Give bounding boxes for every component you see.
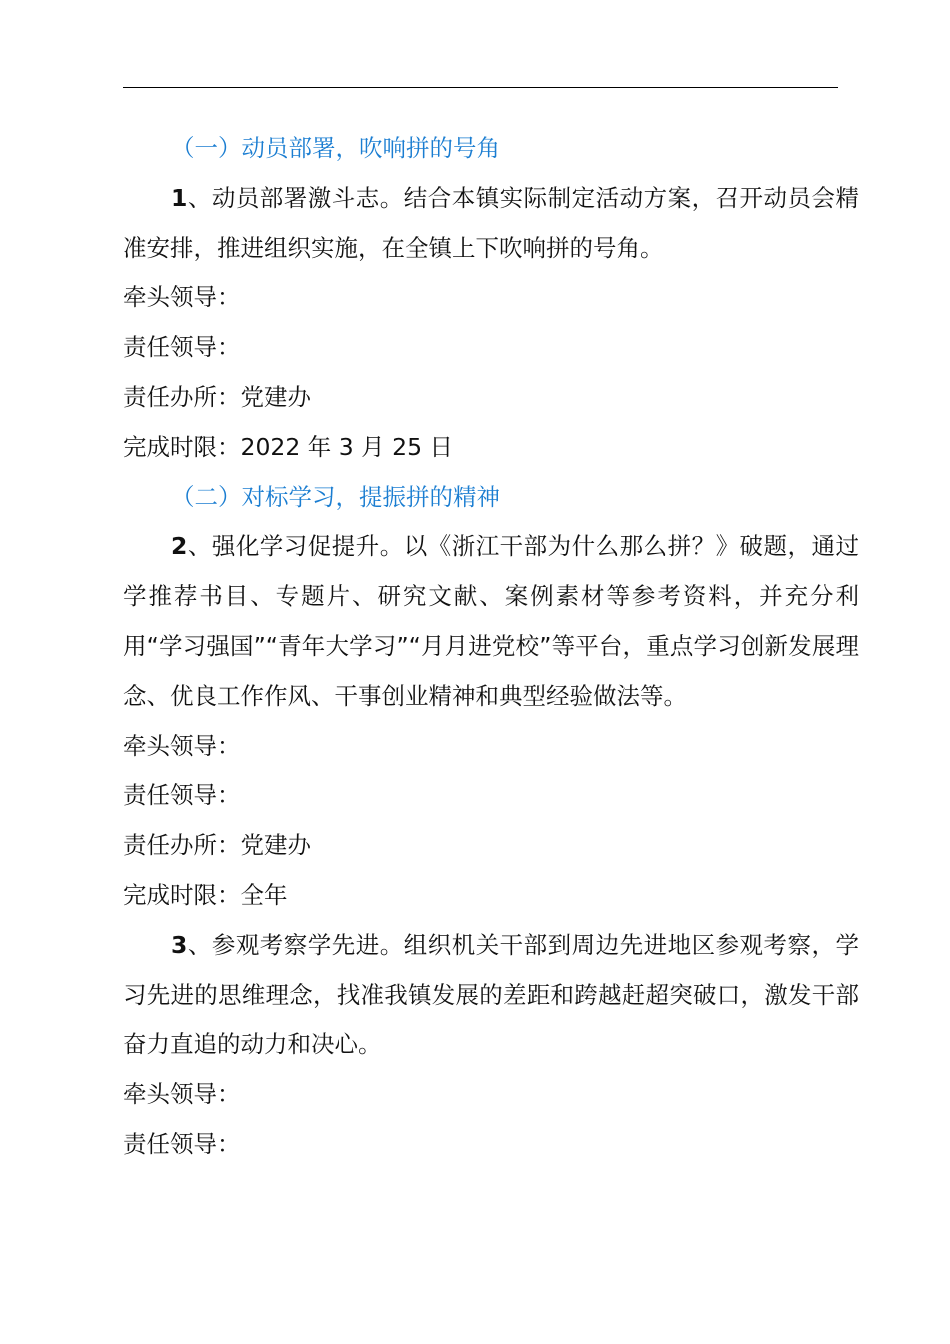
field-deadline: 完成时限：2022 年 3 月 25 日 [123,432,454,461]
task-number: 1 [171,183,188,212]
field-lead-leader: 牵头领导： [123,283,241,312]
task-item [123,522,859,721]
task-item [123,921,859,1070]
section-heading: （二）对标学习，提振拼的精神 [171,482,500,511]
field-responsible-office: 责任办所：党建办 [123,831,311,860]
field-responsible-leader: 责任领导： [123,333,241,362]
field-deadline: 完成时限：全年 [123,880,288,909]
field-responsible-office: 责任办所：党建办 [123,382,311,411]
field-responsible-leader: 责任领导： [123,1129,241,1158]
task-item [123,174,859,274]
section-heading: （一）动员部署，吹响拼的号角 [171,134,500,162]
field-lead-leader: 牵头领导： [123,731,241,760]
task-number: 3 [171,930,188,959]
field-responsible-leader: 责任领导： [123,781,241,810]
task-text: 、参观考察学先进。组织机关干部到周边先进地区参观考察，学习先进的思维理念，找准我镇发展的差距和跨越赶超突破口，激发干部奋力直追的动力和决心。 [123,930,859,1059]
header-rule [123,87,838,88]
task-text: 、动员部署激斗志。结合本镇实际制定活动方案，召开动员会精准安排，推进组织实施，在全镇上下吹响拼的号角。 [123,183,859,262]
task-text: 、强化学习促提升。以《浙江干部为什么那么拼？》破题，通过学推荐书目、专题片、研究文献、案例素材等参考资料，并充分利用“学习强国”“青年大学习”“月月进党校”等平台，重点学习创新发展理念、优良工作作风、干事创业精神和典型经验做法等。 [123,532,859,710]
task-number: 2 [171,532,188,561]
field-lead-leader: 牵头领导： [123,1080,241,1109]
document-body [123,124,859,1170]
